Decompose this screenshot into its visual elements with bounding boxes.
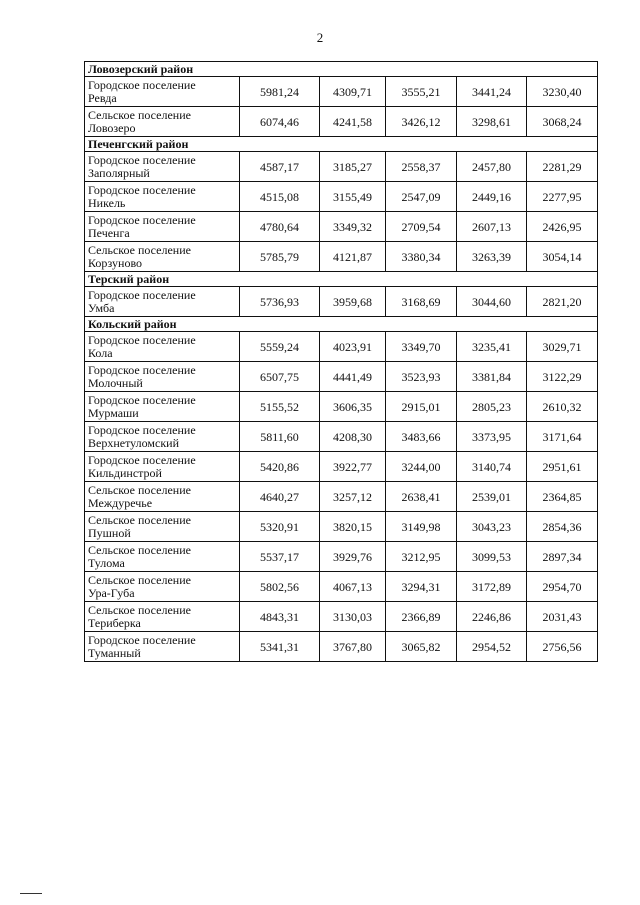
- settlement-place: Туманный: [88, 645, 141, 660]
- district-name: Ловозерский район: [85, 62, 598, 77]
- value-cell: 4023,91: [320, 332, 386, 362]
- settlement-data-table: [84, 61, 598, 662]
- value-cell: 3294,31: [386, 572, 457, 602]
- value-cell: 3172,89: [457, 572, 527, 602]
- settlement-name-cell: [85, 152, 240, 182]
- settlement-name-cell: [85, 422, 240, 452]
- value-cell: 3099,53: [457, 542, 527, 572]
- table-row: [85, 392, 598, 422]
- value-cell: 2638,41: [386, 482, 457, 512]
- settlement-type: Городское поселение: [88, 392, 196, 407]
- value-cell: 2246,86: [457, 602, 527, 632]
- value-cell: 3122,29: [527, 362, 598, 392]
- value-cell: 3483,66: [386, 422, 457, 452]
- table-row: [85, 512, 598, 542]
- value-cell: 4241,58: [320, 107, 386, 137]
- value-cell: 2607,13: [457, 212, 527, 242]
- settlement-name-cell: [85, 77, 240, 107]
- table-row: [85, 212, 598, 242]
- value-cell: 2547,09: [386, 182, 457, 212]
- table-row: [85, 77, 598, 107]
- value-cell: 2915,01: [386, 392, 457, 422]
- value-cell: 2457,80: [457, 152, 527, 182]
- table-body: [85, 62, 598, 662]
- value-cell: 2539,01: [457, 482, 527, 512]
- value-cell: 3298,61: [457, 107, 527, 137]
- scan-mark: [20, 893, 42, 894]
- settlement-name-cell: [85, 212, 240, 242]
- value-cell: 4208,30: [320, 422, 386, 452]
- value-cell: 4587,17: [240, 152, 320, 182]
- table-row: [85, 287, 598, 317]
- table-row: [85, 242, 598, 272]
- value-cell: 5341,31: [240, 632, 320, 662]
- settlement-place: Ура-Губа: [88, 585, 135, 600]
- district-name: Терский район: [85, 272, 598, 287]
- settlement-type: Сельское поселение: [88, 602, 191, 617]
- value-cell: 3168,69: [386, 287, 457, 317]
- value-cell: 4843,31: [240, 602, 320, 632]
- settlement-type: Городское поселение: [88, 152, 196, 167]
- table-row: [85, 422, 598, 452]
- value-cell: 5785,79: [240, 242, 320, 272]
- value-cell: 3244,00: [386, 452, 457, 482]
- value-cell: 3380,34: [386, 242, 457, 272]
- settlement-name-cell: [85, 107, 240, 137]
- value-cell: 5320,91: [240, 512, 320, 542]
- settlement-place: Кола: [88, 345, 113, 360]
- settlement-name-cell: [85, 482, 240, 512]
- value-cell: 2449,16: [457, 182, 527, 212]
- settlement-type: Городское поселение: [88, 452, 196, 467]
- value-cell: 3044,60: [457, 287, 527, 317]
- value-cell: 4780,64: [240, 212, 320, 242]
- settlement-place: Никель: [88, 195, 126, 210]
- value-cell: 2426,95: [527, 212, 598, 242]
- district-name: Печенгский район: [85, 137, 598, 152]
- value-cell: 5736,93: [240, 287, 320, 317]
- page-number: 2: [316, 30, 324, 45]
- value-cell: 5802,56: [240, 572, 320, 602]
- settlement-place: Кильдинстрой: [88, 465, 162, 480]
- value-cell: 2366,89: [386, 602, 457, 632]
- settlement-name-cell: [85, 182, 240, 212]
- settlement-place: Пушной: [88, 525, 131, 540]
- value-cell: 2756,56: [527, 632, 598, 662]
- settlement-type: Городское поселение: [88, 287, 196, 302]
- district-name: Кольский район: [85, 317, 598, 332]
- value-cell: 3155,49: [320, 182, 386, 212]
- settlement-name-cell: [85, 452, 240, 482]
- district-header-row: [85, 62, 598, 77]
- value-cell: 5420,86: [240, 452, 320, 482]
- table-row: [85, 572, 598, 602]
- table-row: [85, 452, 598, 482]
- value-cell: 2805,23: [457, 392, 527, 422]
- value-cell: 3043,23: [457, 512, 527, 542]
- settlement-place: Верхнетуломский: [88, 435, 179, 450]
- value-cell: 3029,71: [527, 332, 598, 362]
- value-cell: 6507,75: [240, 362, 320, 392]
- value-cell: 5811,60: [240, 422, 320, 452]
- value-cell: 3140,74: [457, 452, 527, 482]
- value-cell: 3929,76: [320, 542, 386, 572]
- district-header-row: [85, 272, 598, 287]
- settlement-place: Печенга: [88, 225, 130, 240]
- value-cell: 3212,95: [386, 542, 457, 572]
- settlement-type: Городское поселение: [88, 212, 196, 227]
- value-cell: 3426,12: [386, 107, 457, 137]
- table-row: [85, 632, 598, 662]
- value-cell: 3381,84: [457, 362, 527, 392]
- settlement-type: Городское поселение: [88, 182, 196, 197]
- settlement-place: Ревда: [88, 90, 117, 105]
- value-cell: 2610,32: [527, 392, 598, 422]
- settlement-name-cell: [85, 287, 240, 317]
- value-cell: 3523,93: [386, 362, 457, 392]
- settlement-name-cell: [85, 332, 240, 362]
- settlement-type: Сельское поселение: [88, 542, 191, 557]
- settlement-place: Тулома: [88, 555, 125, 570]
- value-cell: 4067,13: [320, 572, 386, 602]
- value-cell: 3149,98: [386, 512, 457, 542]
- value-cell: 2854,36: [527, 512, 598, 542]
- value-cell: 2281,29: [527, 152, 598, 182]
- settlement-place: Молочный: [88, 375, 143, 390]
- settlement-type: Городское поселение: [88, 632, 196, 647]
- value-cell: 4441,49: [320, 362, 386, 392]
- table-row: [85, 107, 598, 137]
- settlement-name-cell: [85, 632, 240, 662]
- value-cell: 4515,08: [240, 182, 320, 212]
- table-row: [85, 332, 598, 362]
- value-cell: 2954,52: [457, 632, 527, 662]
- settlement-place: Корзуново: [88, 255, 143, 270]
- value-cell: 3185,27: [320, 152, 386, 182]
- settlement-name-cell: [85, 572, 240, 602]
- value-cell: 3068,24: [527, 107, 598, 137]
- table-row: [85, 152, 598, 182]
- settlement-name-cell: [85, 392, 240, 422]
- settlement-type: Городское поселение: [88, 362, 196, 377]
- value-cell: 3922,77: [320, 452, 386, 482]
- settlement-type: Сельское поселение: [88, 107, 191, 122]
- value-cell: 3349,70: [386, 332, 457, 362]
- value-cell: 4640,27: [240, 482, 320, 512]
- value-cell: 2897,34: [527, 542, 598, 572]
- value-cell: 2709,54: [386, 212, 457, 242]
- value-cell: 5981,24: [240, 77, 320, 107]
- settlement-type: Городское поселение: [88, 77, 196, 92]
- value-cell: 2031,43: [527, 602, 598, 632]
- settlement-name-cell: [85, 362, 240, 392]
- value-cell: 3230,40: [527, 77, 598, 107]
- district-header-row: [85, 137, 598, 152]
- value-cell: 3820,15: [320, 512, 386, 542]
- value-cell: 2951,61: [527, 452, 598, 482]
- settlement-place: Умба: [88, 300, 115, 315]
- value-cell: 4309,71: [320, 77, 386, 107]
- value-cell: 3606,35: [320, 392, 386, 422]
- value-cell: 3555,21: [386, 77, 457, 107]
- value-cell: 5559,24: [240, 332, 320, 362]
- settlement-name-cell: [85, 602, 240, 632]
- settlement-place: Мурмаши: [88, 405, 139, 420]
- value-cell: 3959,68: [320, 287, 386, 317]
- value-cell: 2277,95: [527, 182, 598, 212]
- value-cell: 5155,52: [240, 392, 320, 422]
- value-cell: 3349,32: [320, 212, 386, 242]
- value-cell: 2364,85: [527, 482, 598, 512]
- value-cell: 3257,12: [320, 482, 386, 512]
- value-cell: 2558,37: [386, 152, 457, 182]
- value-cell: 3171,64: [527, 422, 598, 452]
- settlement-place: Заполярный: [88, 165, 150, 180]
- table-row: [85, 602, 598, 632]
- settlement-type: Сельское поселение: [88, 512, 191, 527]
- value-cell: 3235,41: [457, 332, 527, 362]
- settlement-place: Ловозеро: [88, 120, 136, 135]
- value-cell: 3065,82: [386, 632, 457, 662]
- settlement-name-cell: [85, 512, 240, 542]
- value-cell: 3054,14: [527, 242, 598, 272]
- settlement-type: Сельское поселение: [88, 572, 191, 587]
- table-row: [85, 482, 598, 512]
- value-cell: 3441,24: [457, 77, 527, 107]
- value-cell: 2954,70: [527, 572, 598, 602]
- table-row: [85, 182, 598, 212]
- district-header-row: [85, 317, 598, 332]
- value-cell: 6074,46: [240, 107, 320, 137]
- settlement-place: Междуречье: [88, 495, 153, 510]
- value-cell: 5537,17: [240, 542, 320, 572]
- value-cell: 2821,20: [527, 287, 598, 317]
- value-cell: 4121,87: [320, 242, 386, 272]
- settlement-type: Городское поселение: [88, 422, 196, 437]
- settlement-type: Городское поселение: [88, 332, 196, 347]
- settlement-place: Териберка: [88, 615, 141, 630]
- settlement-type: Сельское поселение: [88, 242, 191, 257]
- value-cell: 3373,95: [457, 422, 527, 452]
- value-cell: 3130,03: [320, 602, 386, 632]
- settlement-type: Сельское поселение: [88, 482, 191, 497]
- table-row: [85, 542, 598, 572]
- value-cell: 3767,80: [320, 632, 386, 662]
- value-cell: 3263,39: [457, 242, 527, 272]
- table-row: [85, 362, 598, 392]
- settlement-name-cell: [85, 542, 240, 572]
- settlement-name-cell: [85, 242, 240, 272]
